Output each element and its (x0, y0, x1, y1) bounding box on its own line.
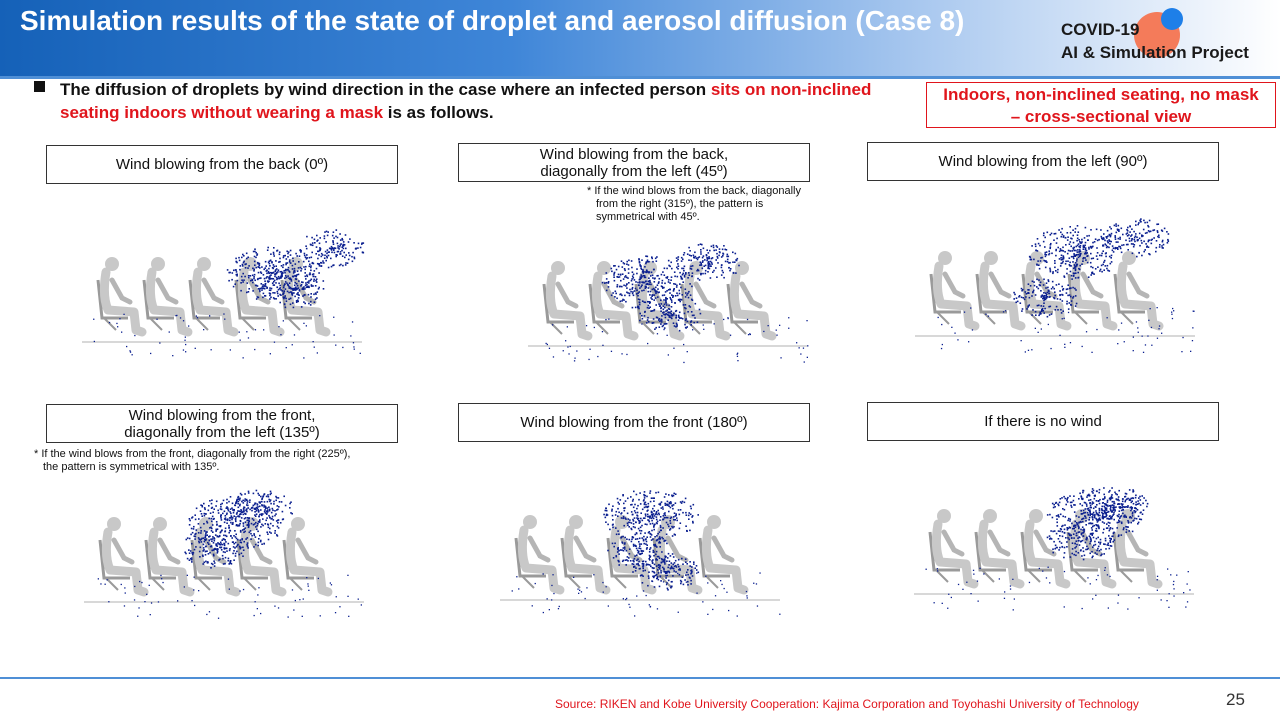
seated-person-figure (284, 517, 328, 592)
simulation-image-45deg (518, 222, 818, 372)
seated-person-figure (100, 517, 144, 592)
simulation-image-0deg (72, 218, 372, 368)
seated-person-figure (562, 515, 606, 590)
seated-person-figure (1022, 509, 1066, 584)
square-bullet-icon (34, 81, 45, 92)
slide-title: Simulation results of the state of droplet and aerosol diffusion (Case 8) (20, 5, 965, 36)
seated-person-figure (1114, 509, 1158, 584)
simulation-image-180deg (490, 476, 790, 626)
panel-label-line-2: diagonally from the left (45º) (540, 162, 728, 180)
intro-highlight: sits on non-inclined seating indoors without wearing a mask (60, 80, 872, 122)
seated-person-figure (98, 257, 142, 332)
panel-label-180deg (458, 403, 810, 442)
panel-label-135deg (46, 404, 398, 443)
footnote-line-2: the pattern is symmetrical with 135º. (43, 461, 220, 473)
badge-line-1: Indoors, non-inclined seating, no mask (943, 85, 1259, 104)
footnote-line-1: * If the wind blows from the front, diagonally from the right (225º), (34, 448, 351, 460)
page-number: 25 (1226, 690, 1245, 709)
condition-badge (926, 82, 1276, 128)
panel-label-45deg (458, 143, 810, 182)
panel-label-line-1: Wind blowing from the left (90º) (938, 153, 1148, 170)
intro-part-2: is as follows. (383, 103, 494, 122)
footnote-45deg (587, 185, 801, 224)
seated-person-figure (146, 517, 190, 592)
seated-person-figure (931, 251, 975, 326)
footnote-line-3: symmetrical with 45º. (596, 211, 700, 223)
seated-person-figure (977, 251, 1021, 326)
panel-label-line-1: If there is no wind (984, 413, 1102, 430)
seated-person-figure (516, 515, 560, 590)
seated-person-figure (728, 261, 772, 336)
simulation-image-135deg (74, 478, 374, 628)
footer-divider (0, 677, 1280, 679)
project-logo (1061, 18, 1249, 64)
panel-label-line-1: Wind blowing from the back, (539, 145, 729, 163)
panel-label-line-1: Wind blowing from the back (0º) (115, 156, 329, 173)
intro-part-1: The diffusion of droplets by wind direction in the case where an infected person (60, 80, 711, 99)
panel-label-no-wind (867, 402, 1219, 441)
panel-label-line-2: diagonally from the left (135º) (124, 423, 320, 441)
seated-person-figure (144, 257, 188, 332)
seated-person-figure (590, 261, 634, 336)
seated-person-figure (976, 509, 1020, 584)
panel-label-line-1: Wind blowing from the front (180º) (520, 414, 748, 431)
panel-label-90deg (867, 142, 1219, 181)
seated-person-figure (190, 257, 234, 332)
footnote-135deg (34, 448, 350, 474)
seated-person-figure (544, 261, 588, 336)
panel-label-line-1: Wind blowing from the front, (128, 406, 316, 424)
logo-line-1: COVID-19 (1061, 20, 1140, 39)
source-credit: Source: RIKEN and Kobe University Cooperation: Kajima Corporation and Toyohashi University of Technology (555, 697, 1139, 711)
footnote-line-1: * If the wind blows from the back, diagonally (587, 185, 802, 197)
seated-person-figure (930, 509, 974, 584)
badge-line-2: – cross-sectional view (1010, 107, 1192, 126)
intro-text (60, 78, 880, 124)
seated-person-figure (700, 515, 744, 590)
logo-line-2: AI & Simulation Project (1061, 43, 1249, 62)
footnote-line-2: from the right (315º), the pattern is (596, 198, 764, 210)
panel-label-0deg (46, 145, 398, 184)
seated-person-figure (1115, 251, 1159, 326)
simulation-image-no-wind (904, 470, 1204, 620)
simulation-image-90deg (905, 212, 1205, 362)
